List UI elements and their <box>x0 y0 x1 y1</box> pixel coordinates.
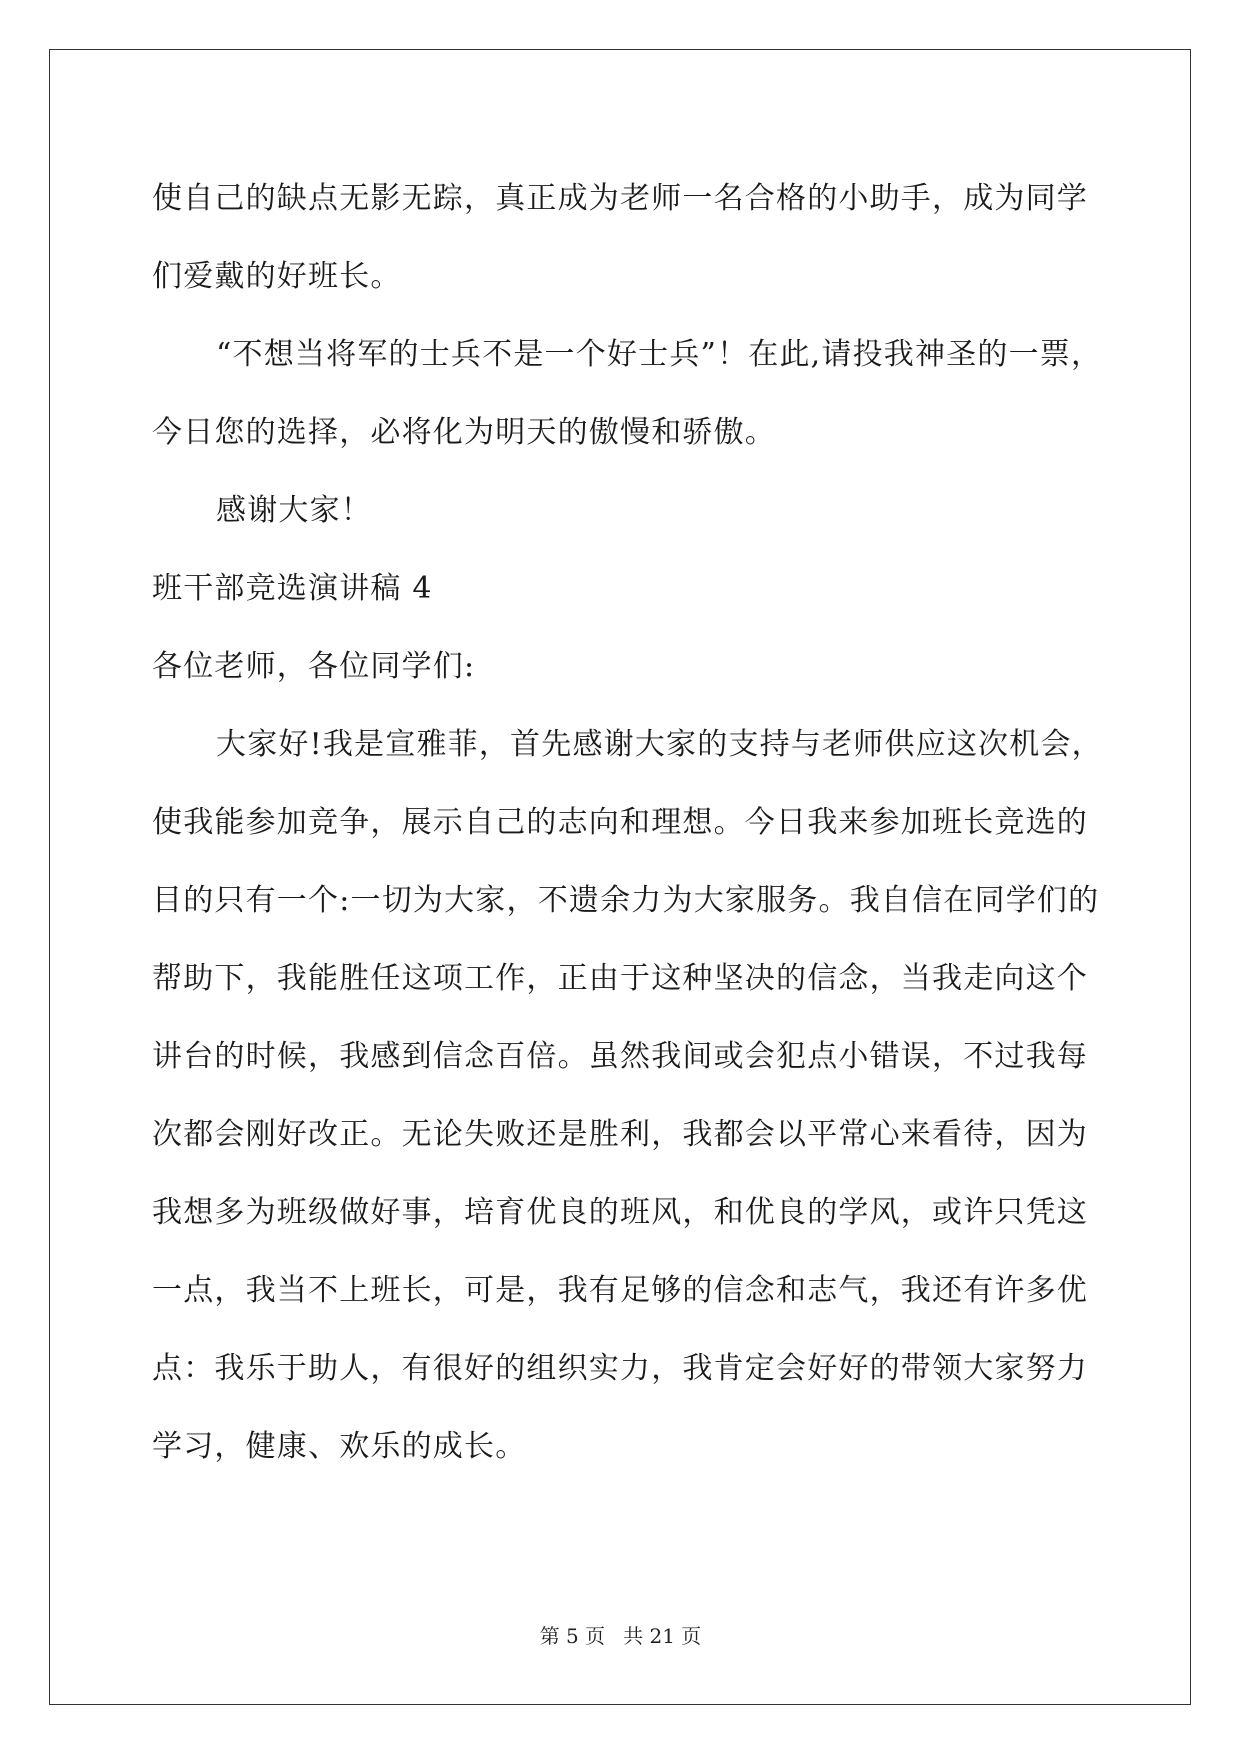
page-total: 共 21 页 <box>623 1624 702 1648</box>
paragraph-line: 感谢大家！ <box>216 493 372 528</box>
paragraph-line: 次都会刚好改正。无论失败还是胜利，我都会以平常心来看待，因为 <box>152 1117 1088 1152</box>
paragraph-line: 们爱戴的好班长。 <box>152 259 402 294</box>
paragraph-line: 使我能参加竞争，展示自己的志向和理想。今日我来参加班长竞选的 <box>152 805 1088 840</box>
paragraph-line: 学习，健康、欢乐的成长。 <box>152 1429 527 1464</box>
paragraph-line: 讲台的时候，我感到信念百倍。虽然我间或会犯点小错误，不过我每 <box>152 1039 1088 1074</box>
salutation: 各位老师，各位同学们: <box>152 649 476 684</box>
paragraph-line: 目的只有一个:一切为大家，不遗余力为大家服务。我自信在同学们的 <box>152 883 1100 918</box>
paragraph-line: 大家好!我是宣雅菲，首先感谢大家的支持与老师供应这次机会， <box>216 727 1103 762</box>
page-number: 第 5 页 <box>539 1624 606 1648</box>
paragraph-line: “不想当将军的士兵不是一个好士兵”！在此,请投我神圣的一票， <box>216 337 1103 372</box>
paragraph-line: 今日您的选择，必将化为明天的傲慢和骄傲。 <box>152 415 776 450</box>
paragraph-line: 我想多为班级做好事，培育优良的班风，和优良的学风，或许只凭这 <box>152 1195 1088 1230</box>
paragraph-line: 使自己的缺点无影无踪，真正成为老师一名合格的小助手，成为同学 <box>152 181 1088 216</box>
paragraph-line: 帮助下，我能胜任这项工作，正由于这种坚决的信念，当我走向这个 <box>152 961 1088 996</box>
section-heading: 班干部竞选演讲稿 4 <box>152 571 433 606</box>
document-body <box>152 160 1112 1486</box>
page-footer <box>0 1620 1241 1649</box>
paragraph-line: 点：我乐于助人，有很好的组织实力，我肯定会好好的带领大家努力 <box>152 1351 1088 1386</box>
paragraph-line: 一点，我当不上班长，可是，我有足够的信念和志气，我还有许多优 <box>152 1273 1088 1308</box>
